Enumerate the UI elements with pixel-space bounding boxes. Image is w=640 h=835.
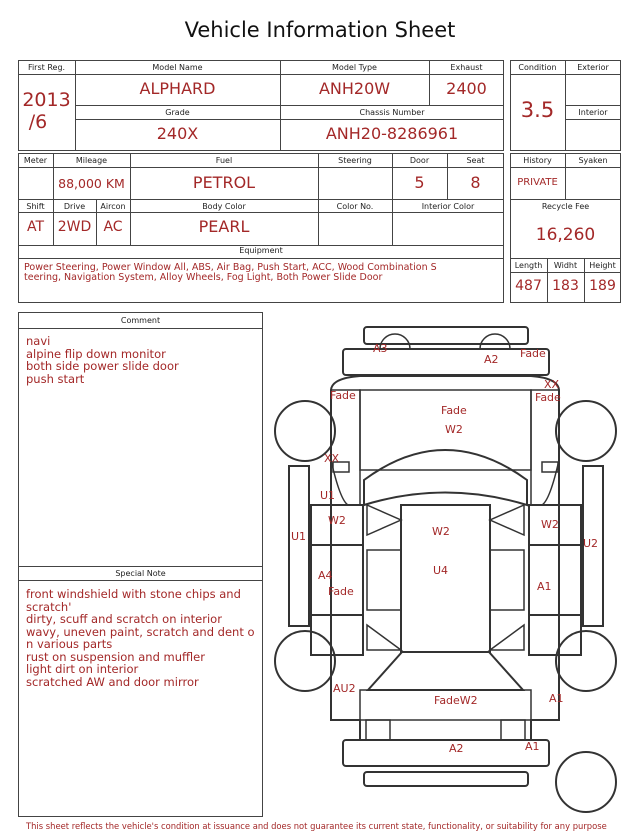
special-note-line: n various parts bbox=[26, 637, 113, 651]
aircon-label: Aircon bbox=[100, 202, 126, 211]
mark-front-fade: Fade bbox=[520, 347, 546, 360]
height-value: 189 bbox=[589, 278, 616, 294]
mark-roof-u4: U4 bbox=[433, 564, 449, 577]
comment-line: navi bbox=[26, 334, 51, 348]
grade-label: Grade bbox=[165, 108, 190, 117]
page-title: Vehicle Information Sheet bbox=[184, 18, 456, 42]
special-note-line: front windshield with stone chips and bbox=[26, 587, 241, 601]
spare-wheel bbox=[556, 752, 616, 812]
mark-front-right: A2 bbox=[484, 353, 499, 366]
rear-right-wheel bbox=[556, 631, 616, 691]
special-note-header: Special Note bbox=[19, 567, 262, 581]
first-reg-label: First Reg. bbox=[27, 63, 66, 72]
shift-value: AT bbox=[26, 219, 45, 235]
model-type-label: Model Type bbox=[332, 63, 377, 72]
color-no-label: Color No. bbox=[336, 202, 374, 211]
mark-right-w2: W2 bbox=[541, 518, 559, 531]
condition-value: 3.5 bbox=[520, 98, 555, 122]
mark-hood-fade: Fade bbox=[441, 404, 467, 417]
body-color-value: PEARL bbox=[198, 217, 250, 236]
mark-left-side-u1: U1 bbox=[291, 530, 307, 543]
condition-label: Condition bbox=[518, 63, 557, 72]
mark-right-side-u2: U2 bbox=[583, 537, 599, 550]
comment-header: Comment bbox=[19, 313, 262, 329]
disclaimer-footer: This sheet reflects the vehicle's condition at issuance and does not guarantee its current state, functionality, or suitability for any purpose bbox=[26, 821, 607, 831]
special-note-line: wavy, uneven paint, scratch and dent o bbox=[26, 624, 255, 639]
seat-label: Seat bbox=[466, 156, 485, 165]
mark-left-xx: XX bbox=[324, 452, 340, 465]
mark-rear-bumper-a1: A1 bbox=[525, 740, 540, 753]
special-note-line: rust on suspension and muffler bbox=[26, 649, 205, 664]
chassis-value: ANH20-8286961 bbox=[325, 124, 459, 143]
special-note-line: scratch' bbox=[26, 599, 72, 614]
special-note-line: dirty, scuff and scratch on interior bbox=[26, 612, 222, 626]
seat-value: 8 bbox=[470, 173, 481, 192]
length-label: Length bbox=[514, 261, 543, 270]
comment-line: push start bbox=[26, 371, 85, 386]
equipment-line-1: Power Steering, Power Window All, ABS, Air Bag, Push Start, ACC, Wood Combination S bbox=[24, 262, 437, 273]
fuel-label: Fuel bbox=[215, 156, 233, 165]
mark-left-rear-au2: AU2 bbox=[333, 682, 356, 695]
special-note-line: light dirt on interior bbox=[26, 662, 139, 676]
history-value: PRIVATE bbox=[517, 177, 558, 188]
length-value: 487 bbox=[515, 278, 542, 294]
front-right-wheel bbox=[556, 401, 616, 461]
mark-right-rear-a1: A1 bbox=[549, 692, 564, 705]
exterior-label: Exterior bbox=[577, 63, 609, 72]
comment-line: alpine flip down monitor bbox=[26, 346, 166, 361]
mark-left-a4: A4 bbox=[318, 569, 333, 582]
model-name-label: Model Name bbox=[152, 63, 203, 72]
syaken-label: Syaken bbox=[578, 156, 608, 165]
comment-lines bbox=[26, 335, 179, 385]
exhaust-value: 2400 bbox=[446, 79, 487, 98]
history-label: History bbox=[523, 156, 552, 165]
body-color-label: Body Color bbox=[202, 202, 246, 211]
rear-window bbox=[368, 652, 523, 690]
mark-rear-fadew2: FadeW2 bbox=[434, 694, 478, 707]
left-side-strip bbox=[289, 466, 309, 626]
equipment-line-2: teering, Navigation System, Alloy Wheels, Fog Light, Both Power Slide Door bbox=[24, 272, 383, 283]
interior-color-label: Interior Color bbox=[421, 202, 475, 211]
mark-left-front-fade: Fade bbox=[330, 389, 356, 402]
exhaust-label: Exhaust bbox=[450, 63, 483, 72]
special-note-lines bbox=[26, 588, 255, 688]
door-value: 5 bbox=[414, 173, 425, 192]
mark-left-fade: Fade bbox=[328, 585, 354, 598]
height-label: Height bbox=[589, 261, 616, 270]
fuel-value: PETROL bbox=[192, 173, 256, 192]
model-name-value: ALPHARD bbox=[139, 79, 216, 98]
comment-line: both side power slide door bbox=[26, 359, 179, 373]
rear-bumper-bottom bbox=[364, 772, 528, 786]
grade-value: 240X bbox=[156, 124, 199, 143]
right-quarter bbox=[529, 615, 581, 655]
mark-front-right-fade: Fade bbox=[535, 391, 561, 404]
equipment-label: Equipment bbox=[239, 246, 283, 255]
steering-label: Steering bbox=[338, 156, 372, 165]
aircon-value: AC bbox=[103, 219, 123, 235]
first-reg-month: /6 bbox=[28, 111, 48, 133]
chassis-label: Chassis Number bbox=[359, 108, 425, 117]
meter-label: Meter bbox=[23, 156, 48, 165]
first-reg-year: 2013 bbox=[22, 89, 71, 111]
mileage-label: Mileage bbox=[75, 156, 108, 165]
drive-label: Drive bbox=[63, 202, 86, 211]
width-value: 183 bbox=[552, 278, 579, 294]
drive-value: 2WD bbox=[57, 219, 92, 235]
shift-label: Shift bbox=[26, 202, 45, 211]
rear-left-wheel bbox=[275, 631, 335, 691]
mark-left-u1: U1 bbox=[320, 489, 336, 502]
model-type-value: ANH20W bbox=[318, 79, 391, 98]
mark-rear-bumper-a2: A2 bbox=[449, 742, 464, 755]
rear-bumper bbox=[343, 740, 549, 766]
recycle-fee-label: Recycle Fee bbox=[541, 202, 590, 211]
mark-right-a1: A1 bbox=[537, 580, 552, 593]
door-label: Door bbox=[409, 156, 430, 165]
mileage-value: 88,000 KM bbox=[58, 176, 125, 191]
width-label: Widht bbox=[553, 261, 578, 270]
mark-left-w2: W2 bbox=[328, 514, 346, 527]
mark-front-right-xx: XX bbox=[544, 378, 560, 391]
mark-roof-w2: W2 bbox=[432, 525, 450, 538]
recycle-fee-value: 16,260 bbox=[535, 225, 596, 245]
windshield bbox=[364, 450, 527, 505]
special-note-line: scratched AW and door mirror bbox=[26, 674, 199, 689]
interior-label: Interior bbox=[578, 108, 608, 117]
mark-hood-w2: W2 bbox=[445, 423, 463, 436]
mark-front-bumper: A3 bbox=[373, 342, 388, 355]
comment-panel bbox=[18, 312, 263, 817]
